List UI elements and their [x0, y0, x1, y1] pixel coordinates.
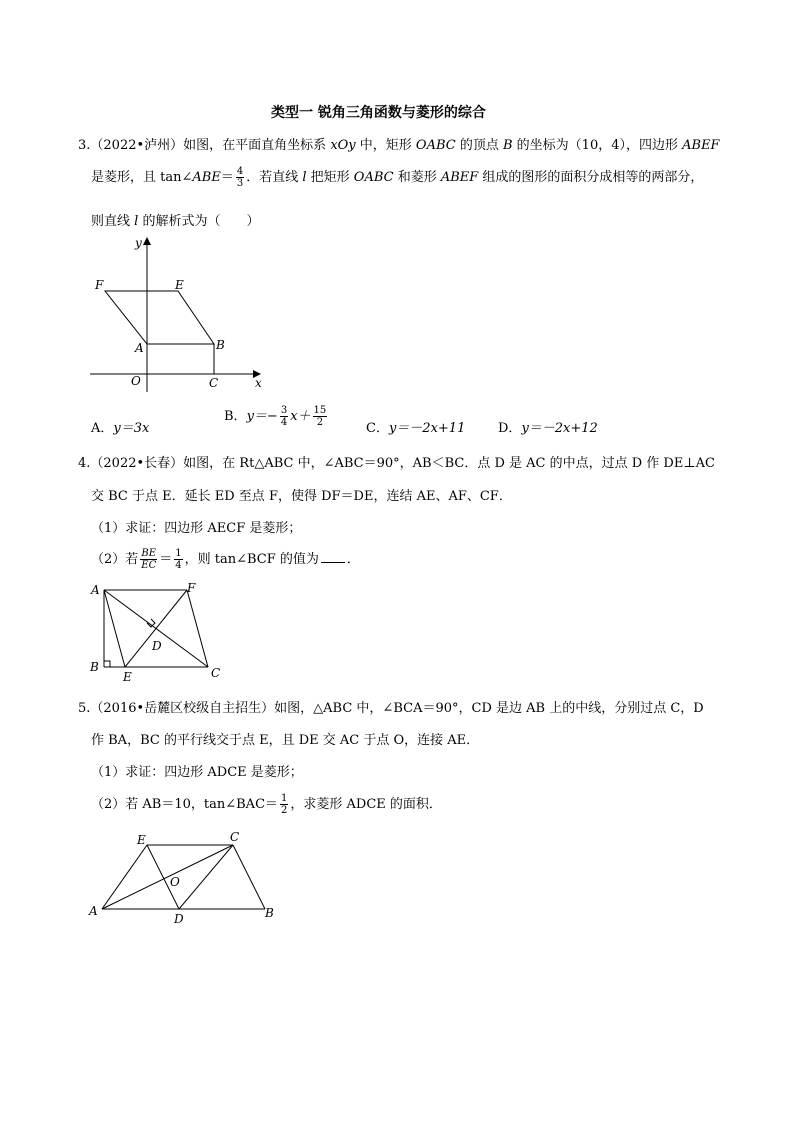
- q4-source: （2022•长春）: [90, 456, 184, 471]
- q5-line2: 作 BA，BC 的平行线交于点 E，且 DE 交 AC 于点 O，连接 AE．: [91, 733, 480, 748]
- option-label: B．: [224, 409, 247, 424]
- label-x: x: [255, 376, 262, 390]
- label-a: A: [135, 341, 144, 355]
- q5-source: （2016•岳麓区校级自主招生）: [90, 701, 275, 716]
- q3-var: B: [502, 138, 513, 153]
- label-e: E: [123, 670, 132, 683]
- q5-part1: （1）求证：四边形 ADCE 是菱形；: [91, 765, 303, 780]
- fraction-numerator: 4: [236, 166, 244, 177]
- fraction-denominator: 3: [236, 178, 244, 189]
- segment-fc: [187, 590, 208, 667]
- fraction-numerator: 3: [280, 405, 288, 416]
- fraction-denominator: 4: [175, 560, 182, 571]
- q4-text: ．: [346, 552, 360, 567]
- fraction-denominator: 4: [280, 417, 288, 428]
- q4-text: ，则 tan∠BCF 的值为: [184, 552, 319, 567]
- right-angle-b: [104, 661, 110, 667]
- q5-number: 5.: [78, 701, 91, 716]
- option-a[interactable]: [91, 417, 149, 436]
- q3-text: 的坐标为（10，4），四边形: [512, 138, 683, 153]
- label-e: E: [175, 278, 184, 292]
- label-c: C: [230, 830, 240, 844]
- option-label: D．: [498, 421, 522, 436]
- q3-line3: [91, 210, 259, 229]
- option-c[interactable]: [366, 417, 465, 436]
- q3-var: ABE: [192, 170, 221, 185]
- fraction-numerator: BE: [141, 548, 157, 559]
- option-expr: y＝−: [246, 409, 278, 424]
- q3-text: 把矩形: [306, 170, 354, 185]
- q5-text: ，求菱形 ADCE 的面积．: [290, 797, 442, 812]
- q3-text: 组成的图形的面积分成相等的两部分，: [478, 170, 704, 185]
- fraction: [236, 166, 244, 189]
- label-o: O: [131, 374, 141, 388]
- segment-ae: [102, 845, 147, 909]
- label-y: y: [135, 236, 142, 250]
- q3-var: xOy: [330, 138, 356, 153]
- q3-var: OABC: [353, 170, 394, 185]
- option-expr: y＝－2x+11: [388, 421, 466, 436]
- fraction: [313, 405, 328, 428]
- fraction-denominator: EC: [141, 560, 157, 571]
- label-f: F: [95, 278, 104, 292]
- label-f: F: [187, 581, 196, 595]
- fraction: [280, 793, 288, 816]
- option-expr: y＝－2x+12: [521, 421, 598, 436]
- fraction-denominator: 2: [281, 805, 288, 816]
- label-e: E: [137, 833, 146, 847]
- q5-figure: [85, 825, 285, 930]
- label-d: D: [152, 639, 162, 653]
- option-b[interactable]: [224, 405, 329, 428]
- q3-number: 3.: [78, 138, 91, 153]
- option-label: A．: [91, 421, 114, 436]
- fraction-numerator: 1: [175, 548, 182, 559]
- q4-number: 4.: [78, 456, 91, 471]
- q5-text: 如图，△ABC 中，∠BCA＝90°，CD 是边 AB 上的中线，分别过点 C，D: [274, 701, 704, 716]
- label-b: B: [90, 660, 99, 674]
- option-expr: x＋: [290, 409, 311, 424]
- q4-part1: （1）求证：四边形 AECF 是菱形；: [91, 521, 302, 536]
- label-a: A: [89, 904, 98, 918]
- answer-blank[interactable]: [321, 552, 345, 563]
- rhombus-abef: [105, 291, 214, 344]
- fraction: [280, 405, 288, 428]
- q5-part2: [91, 793, 442, 816]
- q4-part2: [91, 548, 360, 571]
- fraction-denominator: 2: [316, 417, 324, 428]
- fraction-numerator: 1: [281, 793, 288, 804]
- option-d[interactable]: [498, 417, 598, 436]
- q4-line2: 交 BC 于点 E．延长 ED 至点 F，使得 DF＝DE，连结 AE、AF、CF．: [91, 489, 512, 504]
- q3-text: 是菱形，且 tan∠: [91, 170, 193, 185]
- segment-ac: [102, 845, 233, 909]
- q3-text: 的解析式为（ ）: [138, 214, 260, 229]
- q3-var: l: [134, 214, 139, 229]
- label-c: C: [209, 376, 219, 390]
- y-axis-arrow: [143, 237, 151, 245]
- q5-text: （2）若 AB＝10，tan∠BAC＝: [91, 797, 279, 812]
- segment-ef: [125, 590, 187, 667]
- segment-cb: [233, 845, 265, 909]
- option-label: C．: [366, 421, 389, 436]
- segment-ae: [104, 590, 125, 667]
- q3-var: l: [302, 170, 307, 185]
- q4-figure: [85, 578, 230, 683]
- q3-text: 的顶点: [455, 138, 503, 153]
- fraction: [174, 548, 182, 571]
- q3-line1: [78, 134, 720, 153]
- label-a: A: [91, 583, 100, 597]
- q3-text: ＝: [220, 170, 234, 185]
- q4-text: ＝: [159, 552, 173, 567]
- q3-line2: [91, 166, 703, 189]
- q3-text: 中，矩形: [355, 138, 416, 153]
- q3-var: ABEF: [440, 170, 479, 185]
- option-expr: y＝3x: [113, 421, 150, 436]
- q3-text: 和菱形: [393, 170, 441, 185]
- label-c: C: [211, 666, 221, 680]
- label-b: B: [216, 338, 225, 352]
- q4-text: 如图，在 Rt△ABC 中，∠ABC＝90°，AB＜BC．点 D 是 AC 的中点，过点 D 作 DE⊥AC: [183, 456, 715, 471]
- q3-var: ABEF: [682, 138, 720, 153]
- q3-var: OABC: [415, 138, 456, 153]
- q3-text: 如图，在平面直角坐标系: [183, 138, 331, 153]
- q4-line1: [78, 452, 715, 471]
- label-o: O: [170, 875, 180, 889]
- q3-text: ．若直线: [246, 170, 303, 185]
- q3-source: （2022•泸州）: [90, 138, 184, 153]
- q4-text: （2）若: [91, 552, 139, 567]
- section-title: 类型一 锐角三角函数与菱形的综合: [271, 105, 486, 121]
- fraction-numerator: 15: [313, 405, 327, 416]
- label-b: B: [265, 906, 274, 920]
- label-d: D: [174, 912, 184, 926]
- fraction: [140, 548, 157, 571]
- q5-line1: [78, 697, 704, 716]
- segment-cd: [179, 845, 233, 909]
- q3-text: 则直线: [91, 214, 135, 229]
- q3-figure: [85, 235, 265, 395]
